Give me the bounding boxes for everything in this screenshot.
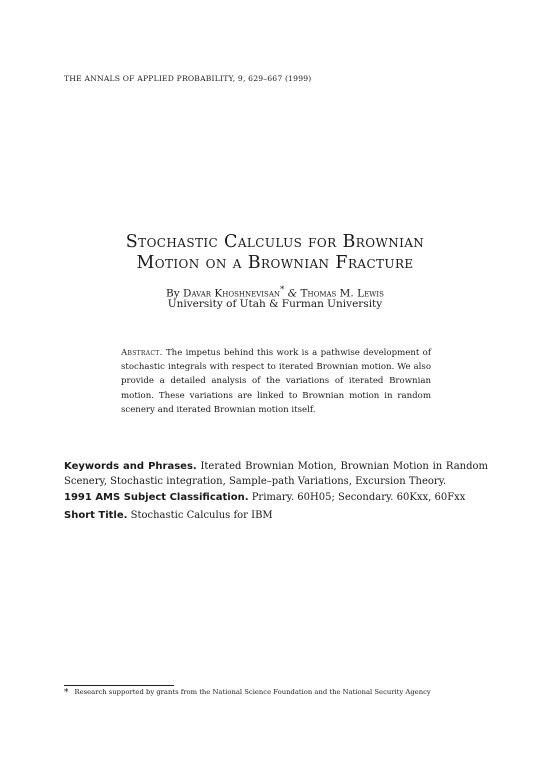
abstract-text: The impetus behind this work is a pathwise development of stochastic integrals with respect to iterated Brownian motion. We also provide a detailed analysis of the variations of iterated Brownian motion. These variations are linked to Brownian motion in random scenery and iterated Brownian motion itself.	[121, 348, 431, 415]
paper-title-line1: Stochastic Calculus for Brownian	[125, 232, 425, 252]
affiliation: University of Utah & Furman University	[167, 298, 383, 310]
footnote-rule	[64, 685, 174, 686]
journal-header: THE ANNALS OF APPLIED PROBABILITY, 9, 629–667 (1999)	[64, 74, 312, 83]
keywords	[64, 459, 488, 489]
abstract	[121, 346, 431, 417]
short-title	[64, 508, 488, 523]
footnote	[64, 688, 484, 698]
keywords-text: Iterated Brownian Motion, Brownian Motion in Random Scenery, Stochastic integration, Sample–path Variations, Excursion Theory.	[64, 461, 489, 487]
short-title-text: Stochastic Calculus for IBM	[130, 510, 273, 521]
author-1: Davar Khoshnevisan	[183, 287, 281, 300]
ams-text: Primary. 60H05; Secondary. 60Kxx, 60Fxx	[251, 492, 466, 503]
paper-title-line2: Motion on a Brownian Fracture	[136, 253, 414, 273]
abstract-label: Abstract.	[121, 348, 163, 358]
byline-by: By	[166, 287, 180, 300]
short-title-label: Short Title.	[64, 510, 128, 521]
footnote-mark: *	[64, 688, 69, 698]
ams-classification	[64, 490, 488, 505]
ams-label: 1991 AMS Subject Classification.	[64, 492, 249, 503]
author-1-footnote-mark: *	[280, 285, 285, 295]
author-2: Thomas M. Lewis	[300, 287, 384, 300]
keywords-label: Keywords and Phrases.	[64, 461, 197, 472]
byline-ampersand: &	[287, 287, 298, 300]
footnote-text: Research supported by grants from the National Science Foundation and the National Security Agency	[74, 688, 431, 696]
